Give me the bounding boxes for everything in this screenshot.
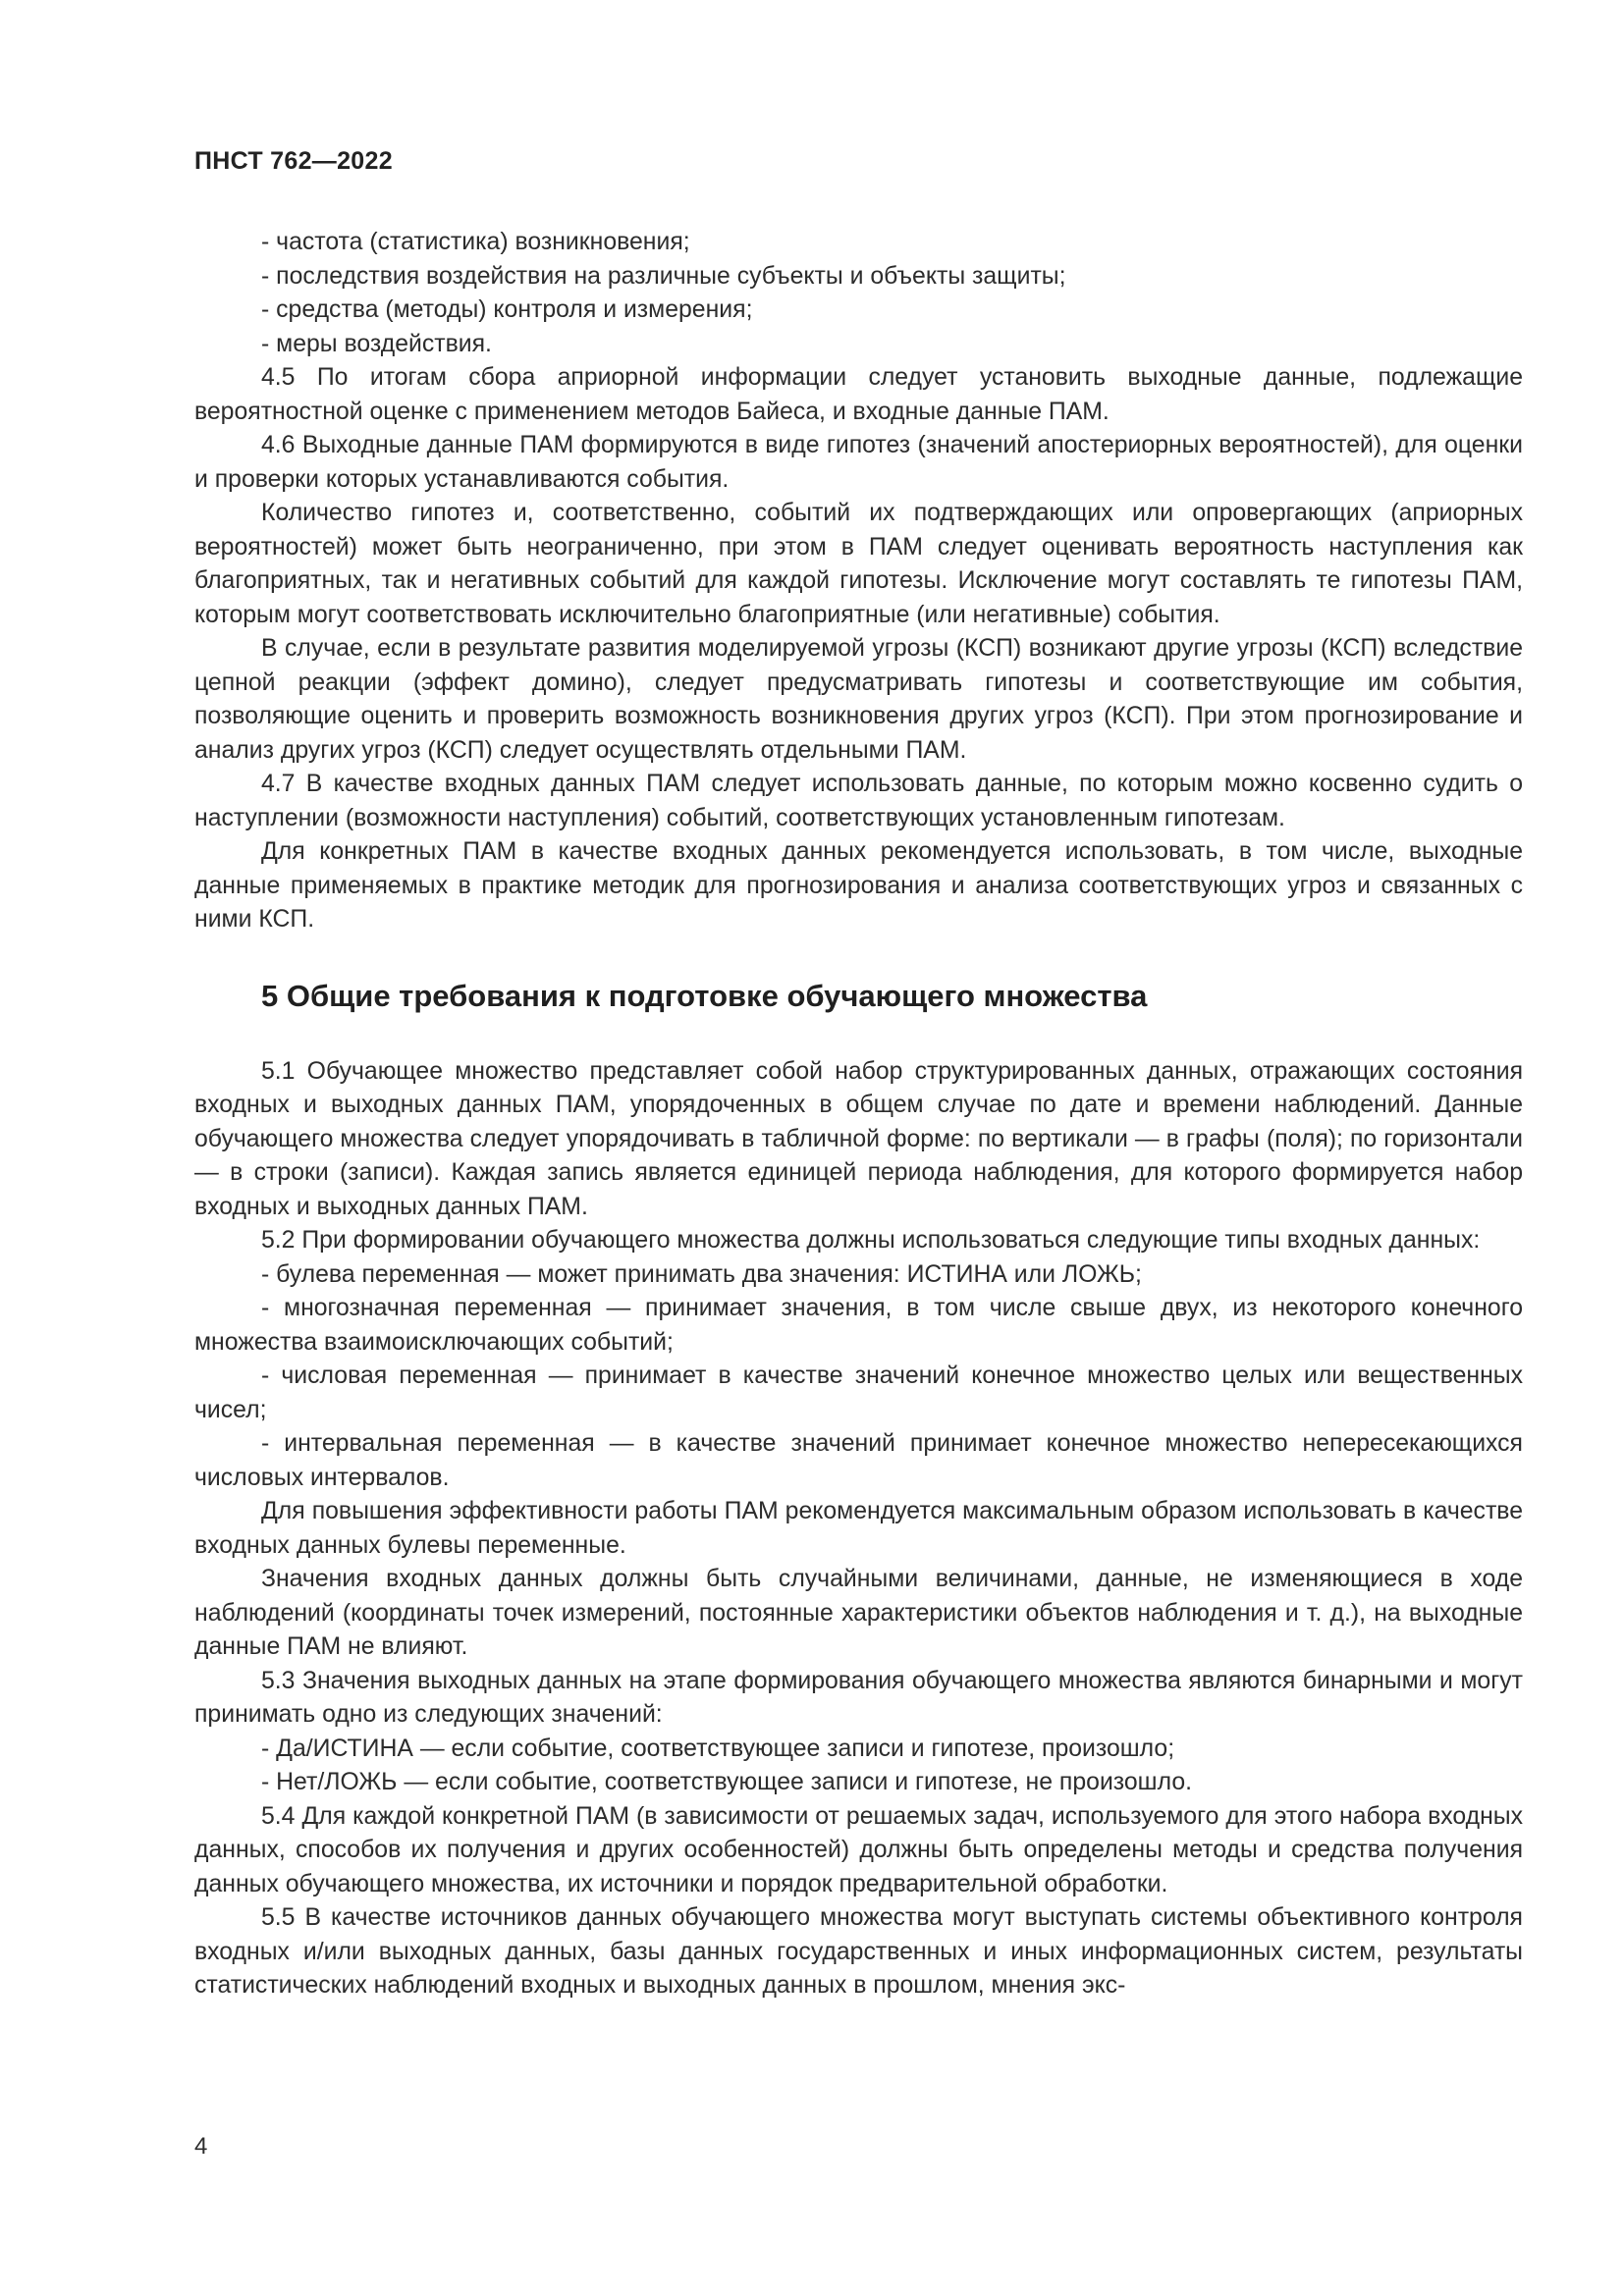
clause-4-6: 4.6 Выходные данные ПАМ формируются в виде гипотез (значений апостериорных вероятностей), для оценки и проверки которых устанавливаются события. <box>194 432 1523 493</box>
body-paragraph: Для повышения эффективности работы ПАМ рекомендуется максимальным образом использовать в качестве входных данных булевы переменные. <box>194 1498 1523 1559</box>
clause-4-7: 4.7 В качестве входных данных ПАМ следует использовать данные, по которым можно косвенно судить о наступлении (возможности наступления) событий, соответствующих установленным гипотезам. <box>194 771 1523 831</box>
body-paragraph: Количество гипотез и, соответственно, событий их подтверждающих или опровергающих (априорных вероятностей) может быть неограниченно, при этом в ПАМ следует оценивать вероятность наступления как благоприятных, так и негативных событий для каждой гипотезы. Исключение могут составлять те гипотезы ПАМ, которым могут соответствовать исключительно благоприятные (или негативные) события. <box>194 500 1523 628</box>
page-number: 4 <box>194 2133 208 2160</box>
body-paragraph: Для конкретных ПАМ в качестве входных данных рекомендуется использовать, в том числе, выходные данные применяемых в практике методик для прогнозирования и анализа соответствующих угроз и связанных с ними КСП. <box>194 838 1523 933</box>
clause-5-3: 5.3 Значения выходных данных на этапе формирования обучающего множества являются бинарными и могут принимать одно из следующих значений: <box>194 1667 1523 1728</box>
section-5-heading: 5 Общие требования к подготовке обучающего множества <box>261 978 1148 1013</box>
body-paragraph: В случае, если в результате развития моделируемой угрозы (КСП) возникают другие угрозы (КСП) вследствие цепной реакции (эффект домино), следует предусматривать гипотезы и соответствующие им события, позволяющие оценить и проверить возможность возникновения других угроз (КСП). При этом прогнозирование и анализ других угроз (КСП) следует осуществлять отдельными ПАМ. <box>194 635 1523 764</box>
body-paragraph: Значения входных данных должны быть случайными величинами, данные, не изменяющиеся в ходе наблюдений (координаты точек измерений, постоянные характеристики объектов наблюдения и т. д.), на выходные данные ПАМ не влияют. <box>194 1566 1523 1660</box>
document-code-header: ПНСТ 762—2022 <box>194 147 393 175</box>
list-item: - интервальная переменная — в качестве значений принимает конечное множество непересекающихся числовых интервалов. <box>194 1430 1523 1491</box>
list-item: - средства (методы) контроля и измерения; <box>261 296 753 323</box>
list-item: - частота (статистика) возникновения; <box>261 229 690 255</box>
clause-5-5: 5.5 В качестве источников данных обучающего множества могут выступать системы объективного контроля входных и/или выходных данных, базы данных государственных и иных информационных систем, результаты статистических наблюдений входных и выходных данных в прошлом, мнения экс- <box>194 1904 1523 1999</box>
clause-5-1: 5.1 Обучающее множество представляет собой набор структурированных данных, отражающих состояния входных и выходных данных ПАМ, упорядоченных в общем случае по дате и времени наблюдений. Данные обучающего множества следует упорядочивать в табличной форме: по вертикали — в графы (поля); по горизонтали — в строки (записи). Каждая запись является единицей периода наблюдения, для которого формируется набор входных и выходных данных ПАМ. <box>194 1057 1523 1220</box>
list-item: - последствия воздействия на различные субъекты и объекты защиты; <box>261 262 1066 290</box>
clause-5-2: 5.2 При формировании обучающего множества должны использоваться следующие типы входных данных: <box>261 1227 1481 1254</box>
list-item: - Да/ИСТИНА — если событие, соответствующее записи и гипотезе, произошло; <box>261 1735 1175 1762</box>
list-item: - меры воздействия. <box>261 330 492 357</box>
clause-4-5: 4.5 По итогам сбора априорной информации следует установить выходные данные, подлежащие вероятностной оценке с применением методов Байеса, и входные данные ПАМ. <box>194 364 1523 425</box>
list-item: - числовая переменная — принимает в качестве значений конечное множество целых или вещественных чисел; <box>194 1362 1523 1423</box>
list-item: - Нет/ЛОЖЬ — если событие, соответствующее записи и гипотезе, не произошло. <box>261 1769 1192 1795</box>
list-item: - булева переменная — может принимать два значения: ИСТИНА или ЛОЖЬ; <box>261 1260 1142 1288</box>
list-item: - многозначная переменная — принимает значения, в том числе свыше двух, из некоторого конечного множества взаимоисключающих событий; <box>194 1295 1523 1356</box>
document-body <box>194 226 1523 2003</box>
clause-5-4: 5.4 Для каждой конкретной ПАМ (в зависимости от решаемых задач, используемого для этого набора входных данных, способов их получения и других особенностей) должны быть определены методы и средства получения данных обучающего множества, их источники и порядок предварительной обработки. <box>194 1802 1523 1897</box>
